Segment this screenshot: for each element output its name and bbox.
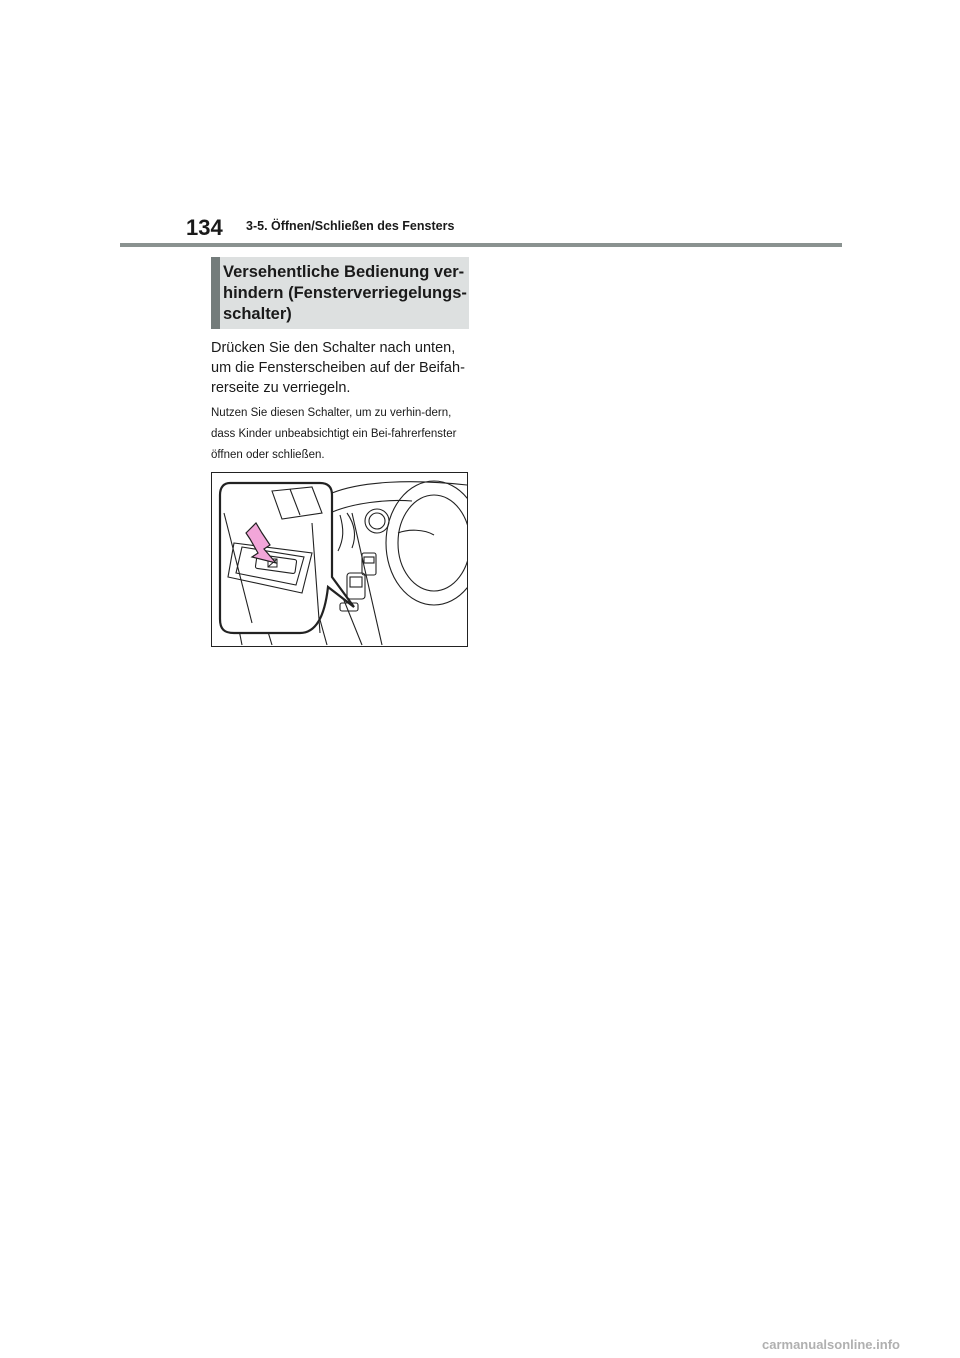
- header-rule: [120, 243, 842, 247]
- section-heading-bar: [211, 257, 220, 329]
- running-header: 3-5. Öffnen/Schließen des Fensters: [246, 219, 455, 233]
- illustration-drawing: [212, 473, 467, 646]
- page-number: 134: [186, 215, 223, 240]
- note-text: Nutzen Sie diesen Schalter, um zu verhin-dern, dass Kinder unbeabsichtigt ein Bei-fahrerfenster öffnen oder schließen.: [211, 407, 457, 461]
- footer-watermark: carmanualsonline.info: [762, 1337, 900, 1352]
- section-title: Versehentliche Bedienung ver-hindern (Fensterverriegelungs-schalter): [223, 263, 467, 323]
- window-lock-switch-illustration: [211, 472, 468, 647]
- instruction-text: Drücken Sie den Schalter nach unten, um die Fensterscheiben auf der Beifah-rerseite zu verriegeln.: [211, 340, 465, 396]
